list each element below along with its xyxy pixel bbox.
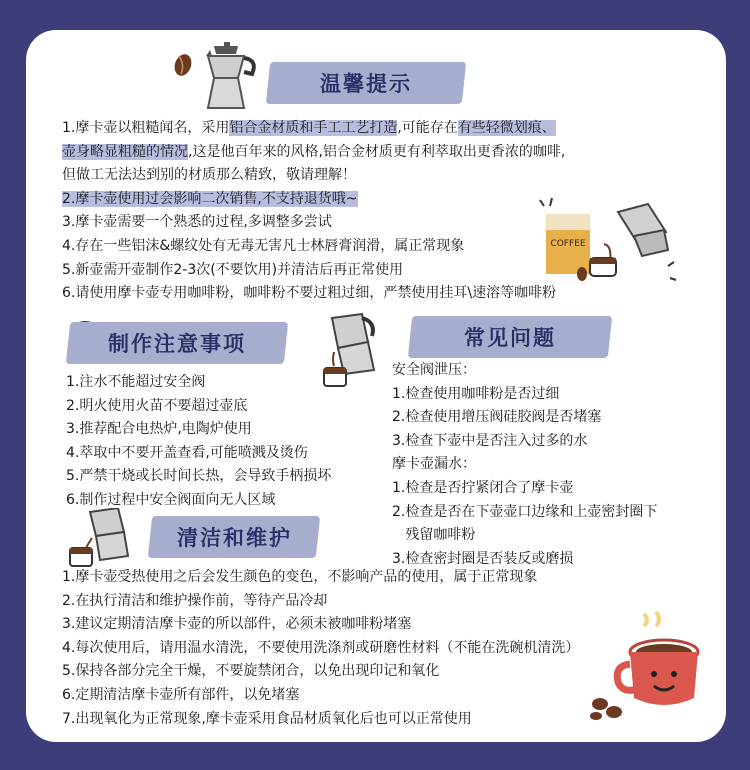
notes-item: 6.制作过程中安全阀面向无人区域 (66, 491, 276, 508)
faq-banner (408, 316, 612, 358)
cleaning-item: 7.出现氧化为正常现象,摩卡壶采用食品材质氧化后也可以正常使用 (62, 710, 472, 727)
tips-list (62, 117, 565, 306)
notes-list (66, 371, 331, 513)
cleaning-item: 6.定期清洁摩卡壶所有部件，以免堵塞 (62, 686, 300, 703)
faq-item: 2.检查是否在下壶壶口边缘和上壶密封圈下 (392, 503, 658, 520)
moka-pot-icon (192, 40, 268, 114)
cleaning-item: 4.每次使用后，请用温水清洗，不要使用洗涤剂或研磨性材料（不能在洗碗机清洗） (62, 639, 580, 656)
cleaning-title: 清洁和维护 (176, 526, 292, 550)
cleaning-item: 2.在执行清洁和维护操作前，等待产品冷却 (62, 592, 328, 609)
coffee-bag-label: COFFEE (550, 239, 586, 249)
tips-item-2: 2.摩卡壶使用过会影响二次销售,不支持退货哦~ (62, 190, 358, 207)
coffee-pour-icon (538, 196, 678, 292)
tips-item-5: 5.新壶需开壶制作2-3次(不要饮用)并清洁后再正常使用 (62, 261, 404, 278)
tips-item-3: 3.摩卡壶需要一个熟悉的过程,多调整多尝试 (62, 214, 332, 231)
tips-title: 温馨提示 (320, 72, 412, 96)
faq-item: 摩卡壶漏水： (392, 456, 476, 473)
tips-item-1: 1.摩卡壶以粗糙闻名，采用铝合金材质和手工工艺打造,可能存在有些轻微划痕、 (62, 120, 556, 136)
notes-item: 3.推荐配合电热炉,电陶炉使用 (66, 421, 252, 438)
tips-banner (266, 62, 466, 104)
coffee-mug-icon (584, 608, 704, 720)
tips-item-4: 4.存在一些铝沫&螺纹处有无毒无害凡士林唇膏润滑，属正常现象 (62, 237, 465, 254)
notes-item: 4.萃取中不要开盖查看,可能喷溅及烫伤 (66, 444, 308, 461)
cleaning-item: 3.建议定期清洁摩卡壶的所以部件，必须未被咖啡粉堵塞 (62, 616, 412, 633)
tips-item-1b: 壶身略显粗糙的情况,这是他百年来的风格,铝合金材质更有利萃取出更香浓的咖啡, (62, 143, 566, 160)
cleaning-banner (148, 516, 320, 558)
tips-item-6: 6.请使用摩卡壶专用咖啡粉，咖啡粉不要过粗过细，严禁使用挂耳\速溶等咖啡粉 (62, 285, 557, 302)
faq-item: 3.检查下壶中是否注入过多的水 (392, 432, 588, 449)
cleaning-list (62, 566, 579, 731)
cleaning-item: 1.摩卡壶受热使用之后会发生颜色的变色，不影响产品的使用，属于正常现象 (62, 569, 538, 585)
faq-item: 2.检查使用增压阀硅胶阀是否堵塞 (392, 409, 602, 426)
faq-item: 1.检查是否拧紧闭合了摩卡壶 (392, 479, 574, 496)
cleaning-item: 5.保持各部分完全干燥，不要旋禁闭合，以免出现印记和氧化 (62, 663, 440, 680)
notes-title: 制作注意事项 (108, 332, 246, 356)
notes-banner (66, 322, 288, 364)
notes-item: 2.明火使用火苗不要超过壶底 (66, 397, 248, 414)
coffee-bean-icon (172, 52, 194, 78)
faq-item: 安全阀泄压： (392, 362, 476, 378)
faq-item: 残留咖啡粉 (392, 527, 476, 544)
faq-title: 常见问题 (464, 326, 556, 350)
tips-item-1c: 但做工无法达到别的材质那么精致，敬请理解！ (62, 167, 356, 184)
notes-item: 5.严禁干烧或长时间长热，会导致手柄损坏 (66, 468, 332, 485)
moka-pot-cup-icon (66, 508, 134, 570)
faq-list (392, 359, 657, 571)
faq-item: 1.检查使用咖啡粉是否过细 (392, 385, 560, 402)
faq-item: 3.检查密封圈是否装反或磨损 (392, 550, 574, 567)
notes-item: 1.注水不能超过安全阀 (66, 374, 206, 390)
